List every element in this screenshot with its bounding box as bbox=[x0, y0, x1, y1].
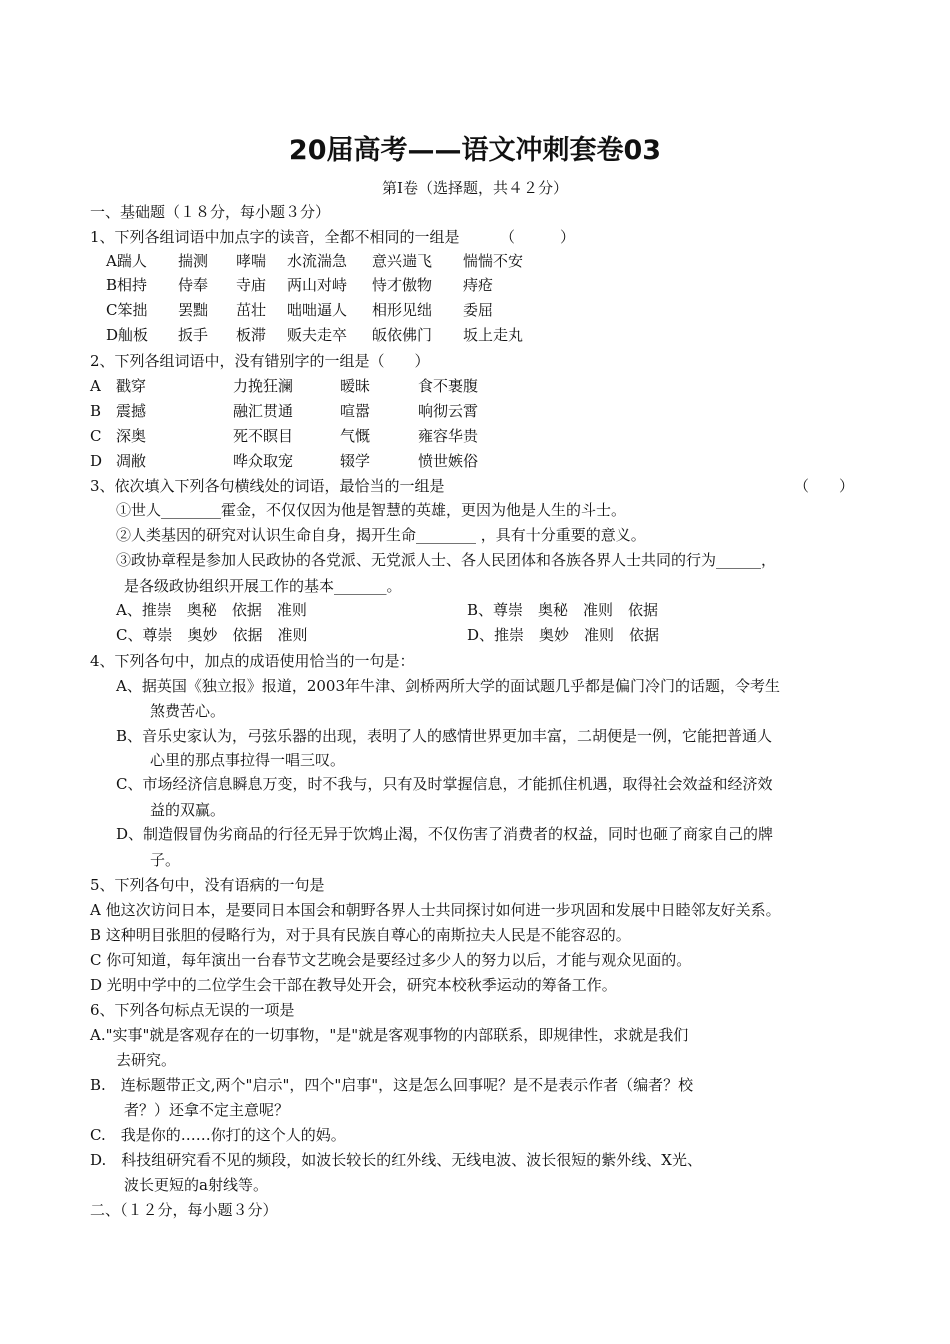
q2-row-b-word-1: 震撼 bbox=[116, 402, 147, 420]
q1-row-a-word-6: 惴惴不安 bbox=[463, 252, 524, 270]
q1-row-a-word-2: 揣测 bbox=[178, 252, 209, 270]
q6-option-b-line-2: 者？）还拿不定主意呢？ bbox=[124, 1101, 290, 1119]
q1-row-b-word-4: 两山对峙 bbox=[287, 276, 348, 294]
q2-row-c-letter: C bbox=[90, 427, 102, 445]
q3-option-a: A、推崇 奥秘 依据 准则 bbox=[116, 601, 307, 619]
q4-option-c-line-2: 益的双赢。 bbox=[150, 801, 226, 819]
q1-row-b-word-1: B相持 bbox=[106, 276, 148, 294]
q1-row-c-word-6: 委屈 bbox=[463, 301, 494, 319]
q3-sentence-3-line-2: 是各级政协组织开展工作的基本_______。 bbox=[124, 577, 402, 595]
section-two-heading: 二、（１２分，每小题３分） bbox=[90, 1201, 278, 1219]
q3-answer-paren: （ ） bbox=[794, 477, 855, 495]
q1-row-c-word-1: C笨拙 bbox=[106, 301, 148, 319]
q2-row-c-word-4: 雍容华贵 bbox=[418, 427, 479, 445]
q2-row-a-word-4: 食不裹腹 bbox=[418, 377, 479, 395]
q4-option-b-line-2: 心里的那点事拉得一唱三叹。 bbox=[150, 751, 346, 769]
q3-sentence-2: ②人类基因的研究对认识生命自身，揭开生命________ ，具有十分重要的意义。 bbox=[116, 526, 646, 544]
q4-option-d-line-2: 子。 bbox=[150, 851, 181, 869]
q1-row-a-word-1: A踹人 bbox=[106, 252, 147, 270]
q2-row-d-word-3: 辍学 bbox=[340, 452, 371, 470]
q2-row-c-word-2: 死不瞑目 bbox=[233, 427, 294, 445]
q3-option-d: D、推崇 奥妙 准则 依据 bbox=[467, 626, 660, 644]
q4-option-a-line-2: 煞费苦心。 bbox=[150, 702, 226, 720]
q1-answer-paren: （ ） bbox=[500, 228, 576, 246]
q1-row-b-word-2: 侍奉 bbox=[178, 276, 209, 294]
q3-stem: 3、依次填入下列各句横线处的词语，最恰当的一组是 bbox=[90, 477, 445, 495]
q2-row-b-word-2: 融汇贯通 bbox=[233, 402, 294, 420]
q1-stem: 1、下列各组词语中加点字的读音，全都不相同的一组是 bbox=[90, 228, 460, 246]
q1-row-c-word-5: 相形见绌 bbox=[372, 301, 433, 319]
q2-row-c-word-1: 深奥 bbox=[116, 427, 147, 445]
q1-row-d-word-3: 板滞 bbox=[236, 326, 267, 344]
q2-stem: 2、下列各组词语中，没有错别字的一组是（ ） bbox=[90, 352, 430, 370]
q4-option-b-line-1: B、音乐史家认为，弓弦乐器的出现，表明了人的感情世界更加丰富，二胡便是一例，它能把普通人 bbox=[116, 727, 773, 745]
q1-row-b-word-3: 寺庙 bbox=[236, 276, 267, 294]
q4-option-c-line-1: C、市场经济信息瞬息万变，时不我与，只有及时掌握信息，才能抓住机遇，取得社会效益和经济效 bbox=[116, 775, 773, 793]
q4-stem: 4、下列各句中，加点的成语使用恰当的一句是： bbox=[90, 652, 415, 670]
q6-option-b-line-1: B. 连标题带正文,两个"启示"，四个"启事"，这是怎么回事呢？是不是表示作者（编者？校 bbox=[90, 1076, 694, 1094]
q2-row-a-word-2: 力挽狂澜 bbox=[233, 377, 294, 395]
q6-option-a-line-1: A."实事"就是客观存在的一切事物，"是"就是客观事物的内部联系，即规律性，求就是我们 bbox=[90, 1026, 689, 1044]
q4-option-a-line-1: A、据英国《独立报》报道，2003年牛津、剑桥两所大学的面试题几乎都是偏门冷门的话题，令考生 bbox=[116, 677, 781, 695]
q1-row-a-word-5: 意兴遄飞 bbox=[372, 252, 433, 270]
q2-row-b-letter: B bbox=[90, 402, 102, 420]
q2-row-d-word-4: 愤世嫉俗 bbox=[418, 452, 479, 470]
q1-row-c-word-2: 罢黜 bbox=[178, 301, 209, 319]
q2-row-d-word-2: 哗众取宠 bbox=[233, 452, 294, 470]
q2-row-a-letter: A bbox=[90, 377, 101, 395]
q4-option-d-line-1: D、制造假冒伪劣商品的行径无异于饮鸩止渴，不仅伤害了消费者的权益，同时也砸了商家自己的牌 bbox=[116, 825, 774, 843]
q6-stem: 6、下列各句标点无误的一项是 bbox=[90, 1001, 295, 1019]
q1-row-b-word-5: 恃才傲物 bbox=[372, 276, 433, 294]
q1-row-d-word-1: D舢板 bbox=[106, 326, 149, 344]
q5-option-a: A 他这次访问日本，是要同日本国会和朝野各界人士共同探讨如何进一步巩固和发展中日睦邻友好关系。 bbox=[90, 901, 781, 919]
q3-option-c: C、尊崇 奥妙 依据 准则 bbox=[116, 626, 308, 644]
q1-row-d-word-4: 贩夫走卒 bbox=[287, 326, 348, 344]
q6-option-c: C. 我是你的……你打的这个人的妈。 bbox=[90, 1126, 346, 1144]
section-one-heading: 一、基础题（１８分，每小题３分） bbox=[90, 203, 331, 221]
q3-option-b: B、尊崇 奥秘 准则 依据 bbox=[467, 601, 659, 619]
q1-row-d-word-5: 皈依佛门 bbox=[372, 326, 433, 344]
q3-sentence-3-line-1: ③政协章程是参加人民政协的各党派、无党派人士、各人民团体和各族各界人士共同的行为______， bbox=[116, 551, 777, 569]
q1-row-b-word-6: 痔疮 bbox=[463, 276, 494, 294]
q6-option-d-line-1: D. 科技组研究看不见的频段，如波长较长的红外线、无线电波、波长很短的紫外线、X光、 bbox=[90, 1151, 702, 1169]
q5-option-d: D 光明中学中的二位学生会干部在教导处开会，研究本校秋季运动的筹备工作。 bbox=[90, 976, 617, 994]
q1-row-d-word-6: 坂上走丸 bbox=[463, 326, 524, 344]
q1-row-a-word-3: 哮喘 bbox=[236, 252, 267, 270]
q2-row-a-word-3: 暧昧 bbox=[340, 377, 371, 395]
q1-row-a-word-4: 水流湍急 bbox=[287, 252, 348, 270]
q1-row-d-word-2: 扳手 bbox=[178, 326, 209, 344]
part-one-subtitle: 第Ⅰ卷（选择题，共４２分） bbox=[382, 179, 568, 197]
q2-row-b-word-3: 喧嚣 bbox=[340, 402, 371, 420]
q5-option-c: C 你可知道，每年演出一台春节文艺晚会是要经过多少人的努力以后，才能与观众见面的。 bbox=[90, 951, 692, 969]
q2-row-d-letter: D bbox=[90, 452, 103, 470]
q2-row-c-word-3: 气慨 bbox=[340, 427, 371, 445]
q6-option-d-line-2: 波长更短的a射线等。 bbox=[124, 1176, 268, 1194]
q2-row-b-word-4: 响彻云霄 bbox=[418, 402, 479, 420]
q3-sentence-1: ①世人________霍金，不仅仅因为他是智慧的英雄，更因为他是人生的斗士。 bbox=[116, 501, 627, 519]
q2-row-a-word-1: 戳穿 bbox=[116, 377, 147, 395]
q2-row-d-word-1: 凋敝 bbox=[116, 452, 147, 470]
q5-option-b: B 这种明目张胆的侵略行为，对于具有民族自尊心的南斯拉夫人民是不能容忍的。 bbox=[90, 926, 631, 944]
q1-row-c-word-3: 茁壮 bbox=[236, 301, 267, 319]
q1-row-c-word-4: 咄咄逼人 bbox=[287, 301, 348, 319]
q5-stem: 5、下列各句中，没有语病的一句是 bbox=[90, 876, 325, 894]
q6-option-a-line-2: 去研究。 bbox=[116, 1051, 177, 1069]
page-title: 20届高考——语文冲刺套卷03 bbox=[288, 135, 662, 166]
